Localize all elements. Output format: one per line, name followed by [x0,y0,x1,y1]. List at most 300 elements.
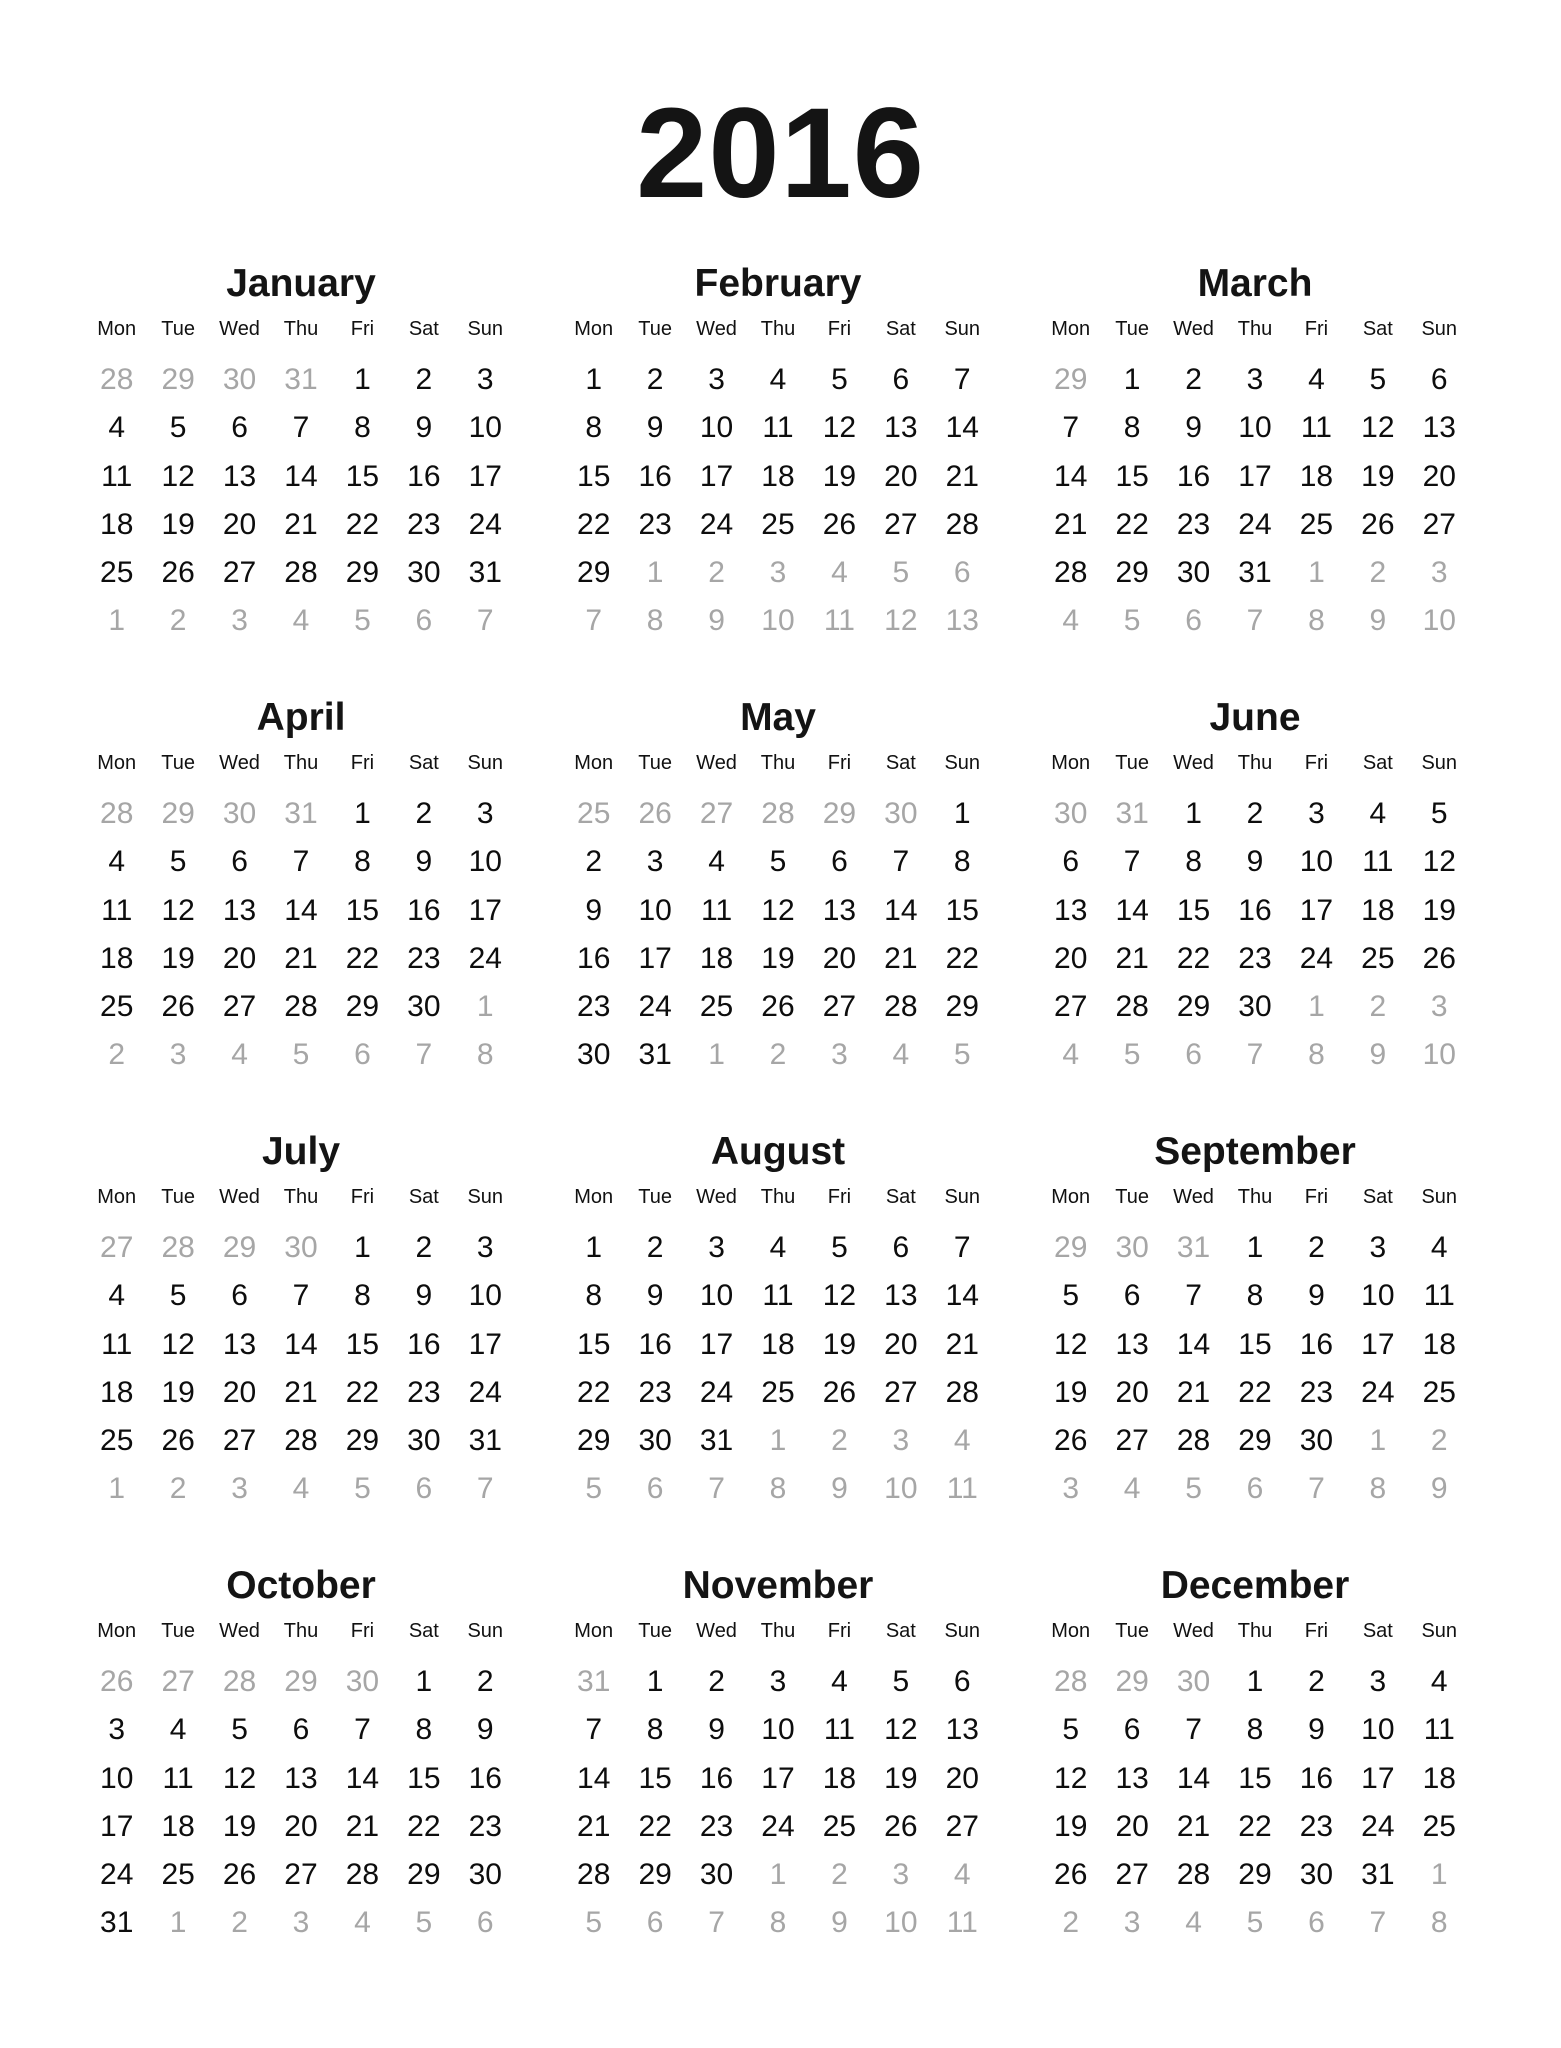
weekday-label: Sat [408,752,439,774]
weekday-label: Sat [1362,318,1393,340]
month-name: February [694,262,862,305]
day-cell: 6 [292,1713,310,1747]
day-cell: 28 [1176,1424,1211,1458]
weekday-label: Sun [1421,752,1458,774]
day-cell-other-month: 11 [946,1472,978,1506]
day-cell: 2 [415,1231,433,1264]
day-cell: 20 [1115,1375,1149,1409]
day-cell: 10 [468,1279,502,1313]
day-cell-other-month: 5 [1123,604,1141,638]
weekday-header [1040,1184,1470,1210]
day-cell-other-month: 28 [100,797,134,830]
day-cell-other-month: 3 [292,1906,310,1940]
day-cell-other-month: 3 [169,1038,187,1072]
day-cell-other-month: 29 [222,1231,257,1264]
month-october [86,1564,516,1998]
day-cell: 9 [476,1713,494,1747]
day-cell: 3 [476,1231,494,1264]
day-cell: 12 [1361,411,1395,445]
day-cell: 3 [476,797,494,830]
day-cell-other-month: 29 [161,797,195,830]
day-cell-other-month: 4 [1185,1906,1202,1940]
day-cell: 23 [1299,1375,1334,1409]
day-cell: 15 [1238,1327,1272,1361]
day-cell: 19 [761,941,795,975]
day-cell-other-month: 5 [1185,1472,1202,1506]
weekday-label: Sun [1421,1186,1458,1208]
weekday-label: Sat [885,752,916,774]
day-cell: 28 [284,1424,318,1458]
weekday-label: Thu [760,752,796,774]
weekday-label: Sat [1362,752,1393,774]
day-cell-other-month: 6 [415,604,433,638]
day-cell: 5 [169,1279,187,1313]
weekday-label: Mon [574,318,614,340]
day-cell: 7 [292,845,310,879]
day-cell: 3 [1369,1231,1387,1264]
day-cell: 27 [1422,507,1456,541]
day-cell: 27 [1115,1858,1149,1892]
day-cell-other-month: 4 [354,1906,371,1940]
day-cell: 14 [284,1327,318,1361]
day-cell: 1 [1123,363,1141,396]
day-cell: 29 [577,1424,611,1458]
day-cell: 14 [1176,1327,1211,1361]
day-cell: 25 [100,1424,134,1458]
day-cell-other-month: 28 [761,797,795,830]
day-cell: 13 [1115,1761,1149,1795]
day-cell: 11 [762,1279,794,1313]
day-cell-other-month: 5 [1123,1038,1141,1072]
weekday-label: Tue [1115,1620,1149,1642]
weekday-label: Wed [696,318,737,340]
day-cell-other-month: 31 [284,797,318,830]
day-cell: 13 [222,893,257,927]
day-cell: 8 [354,1279,371,1313]
day-cell: 2 [708,1665,725,1698]
day-cell: 17 [1361,1761,1395,1795]
day-cell: 17 [468,1327,502,1361]
day-cell: 17 [1238,459,1272,493]
day-cell: 20 [945,1761,979,1795]
day-cell: 10 [100,1761,134,1795]
month-january [86,262,516,696]
day-cell: 10 [699,411,734,445]
day-cell: 9 [1246,845,1264,879]
day-cell-other-month: 28 [161,1231,195,1264]
day-cell: 8 [1246,1713,1264,1747]
day-cell: 26 [822,1375,857,1409]
day-cell: 26 [761,990,795,1024]
day-cell: 29 [345,1424,380,1458]
day-cell-other-month: 2 [769,1038,787,1072]
weekday-header [86,316,516,342]
weekday-label: Mon [97,1186,137,1208]
day-cell: 18 [100,507,134,541]
day-cell: 19 [822,459,857,493]
day-cell: 21 [945,1327,979,1361]
day-cell: 21 [1115,941,1149,975]
day-cell-other-month: 30 [1115,1231,1149,1264]
day-cell: 31 [468,556,502,590]
day-cell: 12 [161,1327,195,1361]
day-cell: 5 [231,1713,248,1747]
weekday-label: Mon [97,752,137,774]
days-grid [1040,1658,1470,1948]
day-cell: 9 [415,411,433,445]
day-cell: 15 [407,1761,441,1795]
weekday-label: Fri [1304,1186,1329,1208]
day-cell: 12 [222,1761,257,1795]
day-cell: 22 [577,1375,611,1409]
day-cell: 8 [1123,411,1141,445]
day-cell: 9 [1185,411,1202,445]
day-cell-other-month: 1 [108,604,126,638]
day-cell: 25 [1422,1375,1456,1409]
month-name: March [1197,262,1313,305]
days-grid [563,790,993,1080]
day-cell: 16 [577,941,611,975]
day-cell-other-month: 8 [1369,1472,1387,1506]
weekday-header [1040,1618,1470,1644]
day-cell-other-month: 30 [1176,1665,1211,1698]
day-cell-other-month: 30 [222,363,257,396]
day-cell: 17 [468,459,502,493]
weekday-label: Mon [1051,752,1091,774]
day-cell: 10 [1361,1713,1395,1747]
day-cell: 6 [1123,1713,1141,1747]
day-cell: 7 [1185,1713,1202,1747]
day-cell: 23 [407,941,441,975]
day-cell: 1 [1246,1231,1264,1264]
day-cell-other-month: 31 [1176,1231,1211,1264]
day-cell: 21 [1176,1375,1211,1409]
day-cell: 25 [1422,1809,1456,1843]
month-april [86,696,516,1130]
day-cell-other-month: 1 [1308,556,1325,590]
day-cell: 2 [1308,1231,1325,1264]
day-cell: 13 [945,1713,979,1747]
day-cell: 5 [769,845,787,879]
day-cell: 26 [822,507,857,541]
day-cell: 26 [161,990,195,1024]
day-cell: 26 [1054,1858,1088,1892]
day-cell: 6 [892,1231,910,1264]
day-cell-other-month: 13 [945,604,979,638]
day-cell: 5 [831,1231,848,1264]
day-cell: 30 [699,1858,734,1892]
day-cell-other-month: 3 [892,1424,910,1458]
day-cell: 17 [100,1809,134,1843]
day-cell: 20 [284,1809,318,1843]
weekday-label: Fri [827,1620,852,1642]
day-cell: 16 [1238,893,1272,927]
day-cell: 1 [1246,1665,1264,1698]
day-cell: 24 [761,1809,795,1843]
day-cell: 21 [1176,1809,1211,1843]
day-cell-other-month: 10 [1422,1038,1456,1072]
day-cell: 28 [345,1858,380,1892]
weekday-label: Sat [408,318,439,340]
day-cell: 19 [822,1327,857,1361]
day-cell: 14 [284,459,318,493]
day-cell-other-month: 3 [1062,1472,1080,1506]
day-cell: 27 [884,1375,918,1409]
day-cell: 18 [1299,459,1334,493]
day-cell: 9 [708,1713,725,1747]
weekday-label: Fri [350,318,375,340]
day-cell-other-month: 2 [1369,990,1387,1024]
weekday-label: Sun [944,318,981,340]
day-cell: 3 [1369,1665,1387,1698]
day-cell-other-month: 4 [1123,1472,1141,1506]
day-cell: 21 [1054,507,1088,541]
weekday-label: Thu [1237,1620,1273,1642]
day-cell: 5 [169,411,187,445]
day-cell: 18 [761,1327,795,1361]
day-cell: 8 [1246,1279,1264,1313]
month-september [1040,1130,1470,1564]
day-cell-other-month: 2 [169,1472,187,1506]
day-cell-other-month: 5 [585,1906,603,1940]
day-cell: 12 [1054,1327,1088,1361]
day-cell-other-month: 9 [831,1472,848,1506]
day-cell: 7 [892,845,910,879]
day-cell-other-month: 8 [1308,1038,1325,1072]
day-cell-other-month: 10 [1422,604,1456,638]
day-cell: 13 [284,1761,318,1795]
day-cell-other-month: 29 [1115,1665,1149,1698]
day-cell: 12 [884,1713,918,1747]
weekday-header [563,1618,993,1644]
day-cell: 22 [1115,507,1149,541]
day-cell: 2 [585,845,603,879]
day-cell: 22 [638,1809,672,1843]
day-cell: 19 [1422,893,1456,927]
day-cell-other-month: 9 [831,1906,848,1940]
day-cell: 11 [1423,1279,1455,1313]
day-cell: 12 [1422,845,1456,879]
day-cell: 31 [468,1424,502,1458]
weekday-label: Sat [1362,1186,1393,1208]
day-cell-other-month: 9 [1369,1038,1387,1072]
weekday-label: Sun [944,1186,981,1208]
weekday-label: Sun [944,1620,981,1642]
day-cell-other-month: 2 [231,1906,248,1940]
day-cell-other-month: 9 [1369,604,1387,638]
day-cell-other-month: 6 [953,556,971,590]
day-cell: 19 [884,1761,918,1795]
weekday-label: Sat [408,1186,439,1208]
day-cell: 31 [1238,556,1272,590]
day-cell-other-month: 5 [585,1472,603,1506]
day-cell: 11 [762,411,794,445]
day-cell: 6 [892,363,910,396]
day-cell: 26 [884,1809,918,1843]
weekday-label: Tue [161,1186,195,1208]
day-cell: 11 [700,893,733,927]
day-cell: 4 [1369,797,1387,830]
day-cell: 15 [638,1761,672,1795]
day-cell: 10 [761,1713,795,1747]
weekday-label: Fri [827,752,852,774]
day-cell: 2 [646,363,664,396]
month-name: September [1154,1130,1356,1173]
day-cell-other-month: 4 [892,1038,910,1072]
day-cell-other-month: 11 [823,604,855,638]
day-cell-other-month: 4 [953,1858,971,1892]
month-name: July [261,1130,341,1173]
day-cell: 13 [1422,411,1456,445]
day-cell: 2 [1246,797,1264,830]
day-cell: 30 [407,990,441,1024]
day-cell: 22 [945,941,979,975]
day-cell: 12 [761,893,795,927]
day-cell: 20 [1054,941,1088,975]
month-february [563,262,993,696]
day-cell-other-month: 12 [884,604,918,638]
day-cell: 14 [284,893,318,927]
day-cell-other-month: 29 [161,363,195,396]
day-cell-other-month: 7 [1246,604,1264,638]
weekday-label: Thu [760,1186,796,1208]
day-cell: 8 [585,411,603,445]
weekday-label: Tue [638,1620,672,1642]
day-cell: 22 [1238,1375,1272,1409]
day-cell: 29 [1176,990,1211,1024]
weekday-label: Tue [161,1620,195,1642]
month-name: August [710,1130,846,1173]
day-cell-other-month: 27 [699,797,734,830]
day-cell: 22 [345,1375,380,1409]
day-cell: 20 [222,1375,257,1409]
day-cell: 21 [284,1375,318,1409]
day-cell-other-month: 28 [100,363,134,396]
day-cell: 24 [1299,941,1334,975]
weekday-label: Thu [1237,318,1273,340]
day-cell: 7 [953,1231,971,1264]
day-cell: 5 [1062,1713,1080,1747]
day-cell: 30 [1299,1858,1334,1892]
day-cell: 25 [761,1375,795,1409]
day-cell: 22 [1176,941,1211,975]
day-cell: 28 [1176,1858,1211,1892]
day-cell: 31 [100,1906,134,1940]
day-cell: 22 [577,507,611,541]
weekday-label: Tue [638,1186,672,1208]
day-cell: 24 [638,990,672,1024]
day-cell: 21 [284,941,318,975]
day-cell: 27 [1054,990,1088,1024]
day-cell: 4 [108,1279,126,1313]
day-cell: 16 [468,1761,502,1795]
day-cell: 16 [1299,1327,1334,1361]
day-cell: 6 [231,411,248,445]
day-cell: 26 [161,1424,195,1458]
day-cell-other-month: 1 [1430,1858,1448,1892]
day-cell: 25 [1299,507,1334,541]
day-cell-other-month: 7 [708,1472,725,1506]
weekday-label: Mon [574,1620,614,1642]
day-cell-other-month: 1 [476,990,494,1024]
day-cell: 23 [638,507,672,541]
day-cell: 28 [284,556,318,590]
month-august [563,1130,993,1564]
day-cell: 23 [407,1375,441,1409]
day-cell: 4 [1430,1665,1448,1698]
month-november [563,1564,993,1998]
day-cell: 8 [953,845,971,879]
day-cell: 25 [100,556,134,590]
day-cell: 21 [345,1809,380,1843]
day-cell-other-month: 8 [1308,604,1325,638]
day-cell-other-month: 3 [892,1858,910,1892]
day-cell: 14 [345,1761,380,1795]
day-cell: 29 [577,556,611,590]
day-cell-other-month: 6 [1246,1472,1264,1506]
day-cell-other-month: 28 [1054,1665,1088,1698]
day-cell: 2 [646,1231,664,1264]
weekday-label: Fri [827,318,852,340]
weekday-label: Mon [574,752,614,774]
day-cell: 9 [415,845,433,879]
day-cell: 8 [1185,845,1202,879]
day-cell: 29 [1238,1424,1272,1458]
weekday-label: Thu [283,752,319,774]
day-cell: 25 [761,507,795,541]
day-cell: 18 [761,459,795,493]
day-cell: 4 [169,1713,187,1747]
day-cell-other-month: 11 [946,1906,978,1940]
days-grid [1040,356,1470,646]
weekday-label: Sun [1421,318,1458,340]
day-cell-other-month: 4 [292,604,310,638]
day-cell: 20 [1422,459,1456,493]
weekday-label: Mon [97,1620,137,1642]
weekday-header [563,750,993,776]
day-cell-other-month: 9 [1430,1472,1448,1506]
day-cell-other-month: 8 [769,1472,787,1506]
day-cell: 10 [1361,1279,1395,1313]
day-cell: 13 [822,893,857,927]
day-cell: 9 [646,411,664,445]
weekday-label: Wed [696,1186,737,1208]
day-cell: 5 [1369,363,1387,396]
day-cell-other-month: 28 [222,1665,257,1698]
day-cell: 30 [407,1424,441,1458]
weekday-label: Wed [219,1620,260,1642]
day-cell: 8 [585,1279,603,1313]
day-cell: 1 [354,363,371,396]
day-cell: 11 [101,459,133,493]
day-cell-other-month: 26 [638,797,672,830]
day-cell: 18 [1422,1327,1456,1361]
day-cell: 25 [100,990,134,1024]
day-cell: 20 [884,459,918,493]
day-cell: 24 [100,1858,134,1892]
day-cell: 20 [884,1327,918,1361]
day-cell: 3 [1246,363,1264,396]
day-cell-other-month: 1 [1369,1424,1387,1458]
weekday-label: Wed [1173,1620,1214,1642]
day-cell: 16 [1299,1761,1334,1795]
day-cell: 23 [577,990,611,1024]
weekday-label: Fri [350,1186,375,1208]
day-cell-other-month: 30 [222,797,257,830]
weekday-label: Thu [283,318,319,340]
weekday-label: Sat [885,318,916,340]
day-cell: 27 [284,1858,318,1892]
